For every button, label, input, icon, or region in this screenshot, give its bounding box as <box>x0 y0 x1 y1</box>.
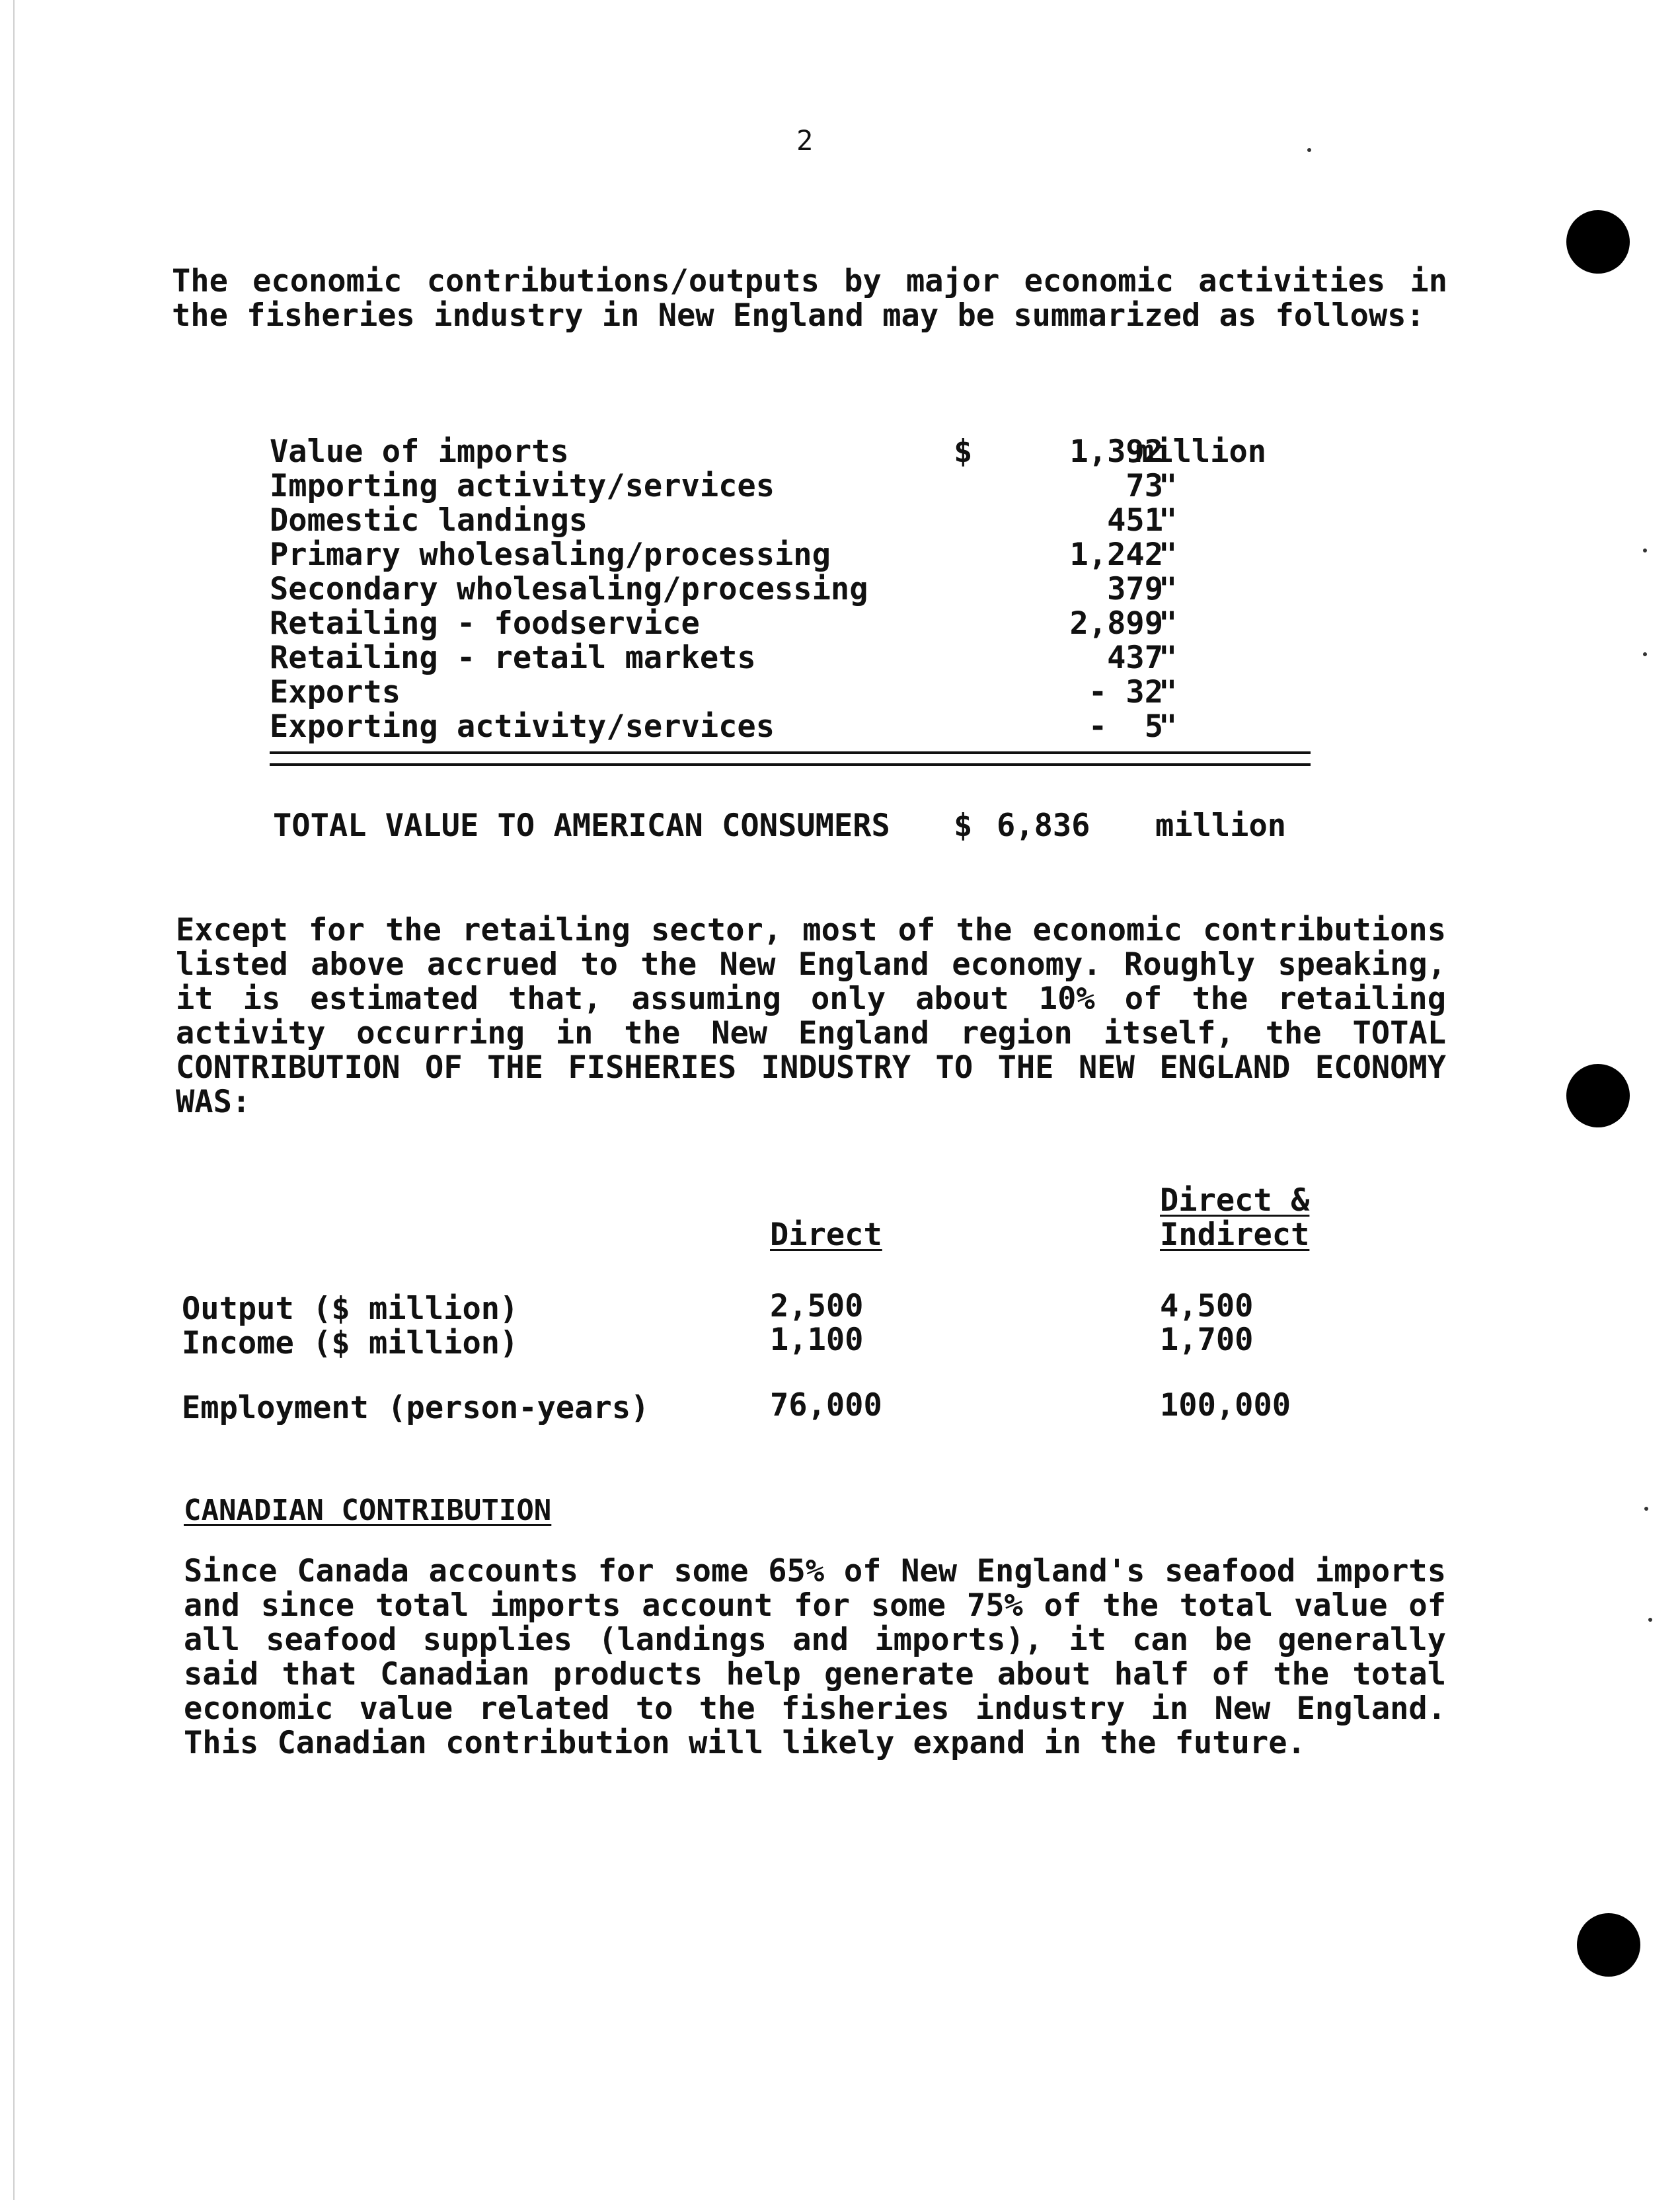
page-number: 2 <box>796 124 814 157</box>
row-unit: " <box>1159 674 1178 710</box>
row-value: 451 <box>1107 502 1163 539</box>
row-value: - 32 <box>1088 674 1163 710</box>
total-unit: million <box>1155 808 1287 844</box>
punch-hole-bottom <box>1577 1913 1640 1977</box>
row-unit: " <box>1159 605 1178 642</box>
row-currency: $ <box>954 434 973 470</box>
row-value: - 5 <box>1088 708 1163 745</box>
row-label: Secondary wholesaling/processing <box>270 571 868 607</box>
row-label: Output ($ million) <box>182 1291 519 1327</box>
row-value: 437 <box>1107 640 1163 676</box>
row-label: Retailing - retail markets <box>270 640 756 676</box>
punch-hole-top <box>1566 210 1630 274</box>
row-unit: " <box>1159 537 1178 573</box>
col-header-indirect-line2: Indirect <box>1160 1217 1310 1253</box>
row-direct: 76,000 <box>770 1387 882 1423</box>
intro-paragraph: The economic contributions/outputs by major economic activities in the fisheries industry in New England may be summarized as follows: <box>172 263 1447 334</box>
total-currency: $ <box>954 808 973 844</box>
speck <box>1648 1618 1652 1622</box>
row-direct: 1,100 <box>770 1322 864 1358</box>
total-label: TOTAL VALUE TO AMERICAN CONSUMERS <box>273 808 890 844</box>
col-header-indirect-line1: Direct & <box>1160 1182 1310 1219</box>
row-label: Income ($ million) <box>182 1325 519 1361</box>
row-unit: " <box>1159 708 1178 745</box>
contribution-paragraph: Except for the retailing sector, most of the economic contributions listed above accrued to the New England economy. Roughly speaking, it is estimated that, assuming only about 10% of the retailing activity occurring in the New England region itself, the TOTAL CONTRIBUTION OF THE FISHERIES INDUSTRY TO THE NEW ENGLAND ECONOMY WAS: <box>176 912 1446 1120</box>
row-label: Exporting activity/services <box>270 708 775 745</box>
speck <box>1643 549 1647 552</box>
row-direct: 2,500 <box>770 1288 864 1324</box>
speck <box>1307 148 1311 152</box>
page-edge-line <box>13 0 15 2200</box>
row-indirect: 4,500 <box>1160 1288 1254 1324</box>
row-label: Importing activity/services <box>270 468 775 504</box>
row-label: Employment (person-years) <box>182 1390 650 1426</box>
row-unit: " <box>1159 468 1178 504</box>
row-value: 1,242 <box>1069 537 1163 573</box>
row-unit: million <box>1135 434 1267 470</box>
row-value: 379 <box>1107 571 1163 607</box>
row-unit: " <box>1159 640 1178 676</box>
row-unit: " <box>1159 502 1178 539</box>
row-unit: " <box>1159 571 1178 607</box>
row-label: Exports <box>270 674 401 710</box>
section-heading-canadian: CANADIAN CONTRIBUTION <box>184 1494 552 1527</box>
row-value: 73 <box>1126 468 1163 504</box>
speck <box>1643 652 1647 656</box>
row-value: 1,392 <box>1069 434 1163 470</box>
row-label: Value of imports <box>270 434 569 470</box>
row-label: Retailing - foodservice <box>270 605 700 642</box>
punch-hole-middle <box>1566 1064 1630 1127</box>
row-label: Primary wholesaling/processing <box>270 537 831 573</box>
row-label: Domestic landings <box>270 502 588 539</box>
row-indirect: 1,700 <box>1160 1322 1254 1358</box>
double-rule-divider <box>270 751 1311 766</box>
row-indirect: 100,000 <box>1160 1387 1291 1423</box>
row-value: 2,899 <box>1069 605 1163 642</box>
speck <box>1644 1507 1648 1511</box>
canadian-paragraph: Since Canada accounts for some 65% of New England's seafood imports and since total imports account for some 75% of the total value of all seafood supplies (landings and imports), it can be generally said that Canadian products help generate about half of the total economic value related to the fisheries industry in New England. This Canadian contribution will likely expand in the future. <box>184 1553 1446 1761</box>
total-value: 6,836 <box>997 808 1090 844</box>
col-header-direct: Direct <box>770 1217 882 1253</box>
